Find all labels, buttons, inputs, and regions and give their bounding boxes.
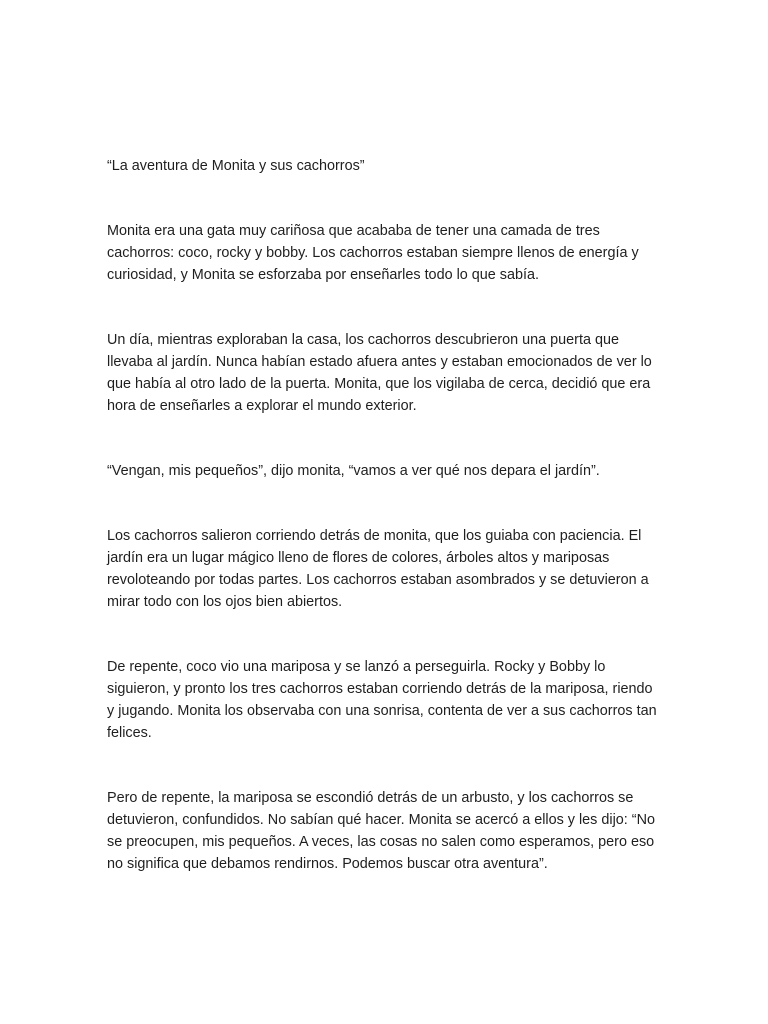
- paragraph-3: “Vengan, mis pequeños”, dijo monita, “vamos a ver qué nos depara el jardín”.: [107, 463, 600, 479]
- story-title: “La aventura de Monita y sus cachorros”: [107, 158, 365, 174]
- paragraph-4: Los cachorros salieron corriendo detrás de monita, que los guiaba con paciencia. El jardín era un lugar mágico lleno de flores de colores, árboles altos y mariposas revoloteando por todas partes. Los cachorros estaban asombrados y se detuvieron a mirar todo con los ojos bien abiertos.: [107, 528, 649, 610]
- paragraph-6: Pero de repente, la mariposa se escondió detrás de un arbusto, y los cachorros se detuvieron, confundidos. No sabían qué hacer. Monita se acercó a ellos y les dijo: “No se preocupen, mis pequeños. A veces, las cosas no salen como esperamos, pero eso no significa que debamos rendirnos. Podemos buscar otra aventura”.: [107, 790, 655, 872]
- paragraph-1: Monita era una gata muy cariñosa que acababa de tener una camada de tres cachorros: coco, rocky y bobby. Los cachorros estaban siempre llenos de energía y curiosidad, y Monita se esforzaba por enseñarles todo lo que sabía.: [107, 223, 639, 283]
- paragraph-2: Un día, mientras exploraban la casa, los cachorros descubrieron una puerta que llevaba al jardín. Nunca habían estado afuera antes y estaban emocionados de ver lo que había al otro lado de la puerta. Monita, que los vigilaba de cerca, decidió que era hora de enseñarles a explorar el mundo exterior.: [107, 332, 652, 414]
- paragraph-5: De repente, coco vio una mariposa y se lanzó a perseguirla. Rocky y Bobby lo siguieron, y pronto los tres cachorros estaban corriendo detrás de la mariposa, riendo y jugando. Monita los observaba con una sonrisa, contenta de ver a sus cachorros tan felices.: [107, 659, 657, 741]
- document-body: [107, 155, 663, 875]
